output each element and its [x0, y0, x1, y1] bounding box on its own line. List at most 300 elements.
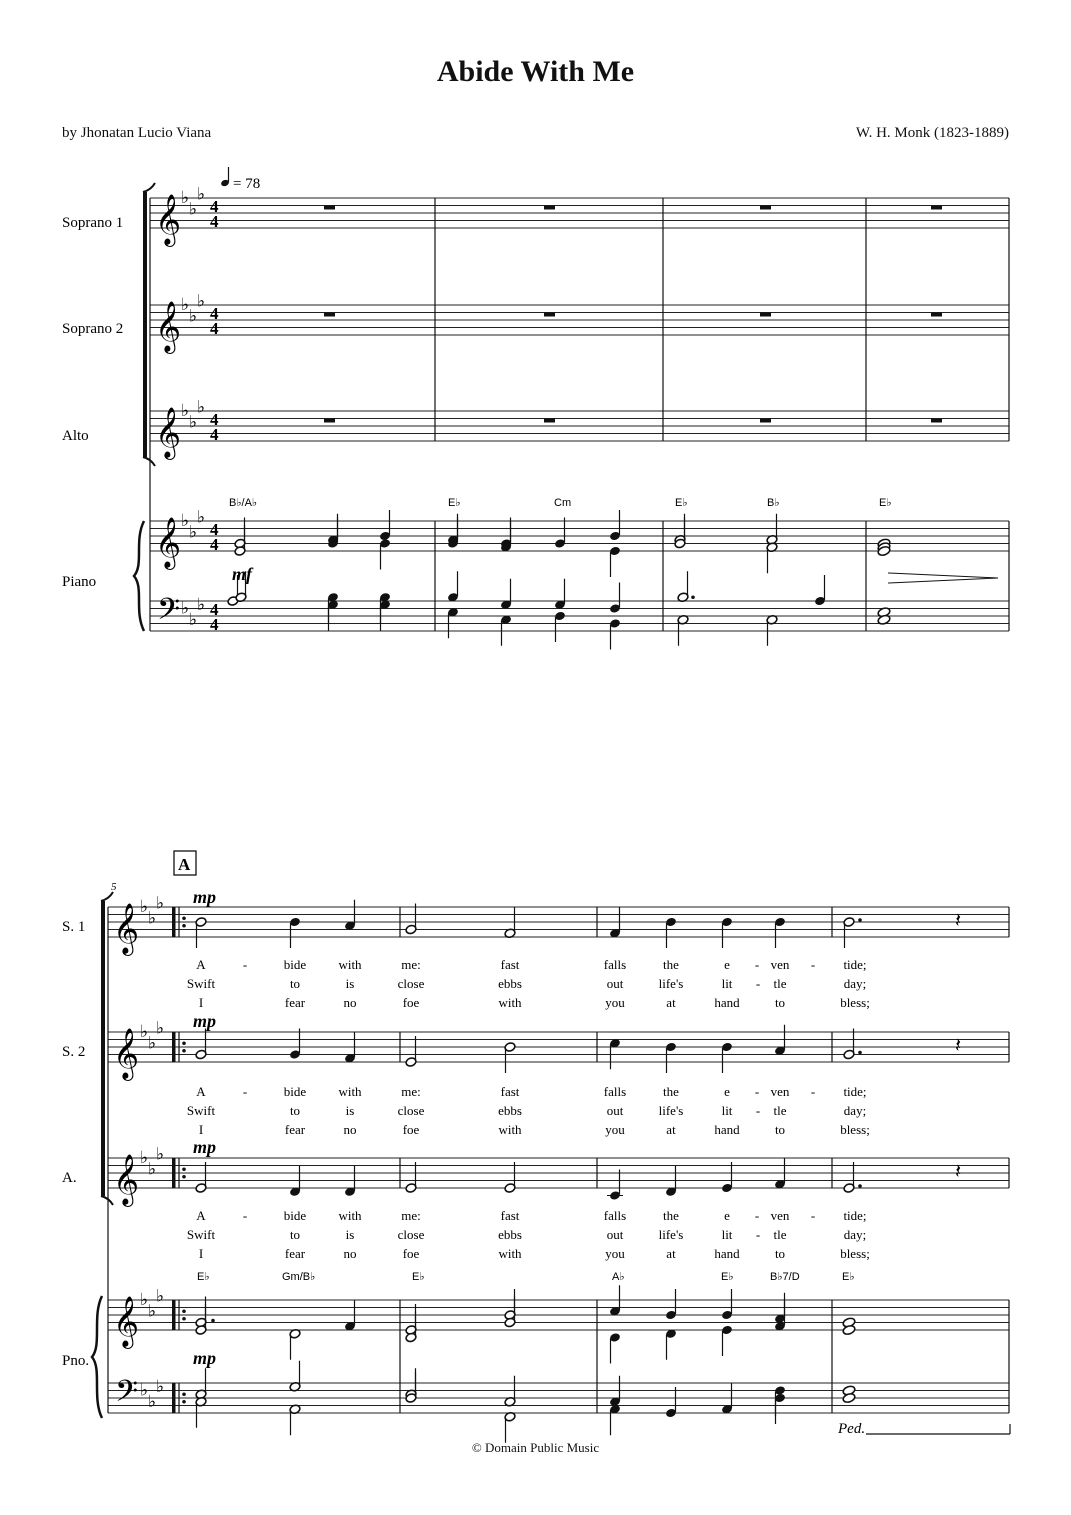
lyric-syllable: ven — [770, 957, 790, 972]
note — [289, 917, 301, 948]
note — [609, 1404, 621, 1435]
lyric-syllable: - — [242, 1208, 248, 1223]
note — [721, 1042, 733, 1073]
note — [843, 1029, 855, 1060]
svg-text:𝄢: 𝄢 — [115, 1375, 139, 1415]
svg-text:♭: ♭ — [181, 188, 190, 207]
lyric-syllable: foe — [402, 1246, 420, 1261]
note — [344, 900, 356, 931]
svg-text:𝄢: 𝄢 — [157, 593, 181, 633]
quarter-rest: 𝄽 — [955, 1161, 962, 1183]
note — [774, 917, 786, 948]
lyric-syllable: ebbs — [498, 1103, 522, 1118]
svg-text:♭: ♭ — [189, 522, 198, 542]
svg-text:4: 4 — [210, 410, 219, 429]
lyric-syllable: to — [774, 995, 786, 1010]
note — [609, 907, 621, 938]
piano-brace — [92, 1296, 102, 1418]
svg-text:♭: ♭ — [197, 291, 206, 311]
treble-clef — [155, 518, 181, 570]
dynamic-mp: mp — [193, 1137, 217, 1157]
note — [379, 510, 391, 541]
staff-soprano2 — [150, 305, 1009, 335]
note — [609, 1170, 621, 1201]
dynamic-mp: mp — [193, 1011, 217, 1031]
note — [289, 1361, 301, 1392]
note — [609, 1285, 621, 1316]
note — [344, 1032, 356, 1063]
chord-symbol: B♭ — [767, 497, 780, 509]
note — [554, 579, 566, 610]
lyric-syllable: with — [498, 995, 522, 1010]
lyric-syllable: falls — [603, 1208, 627, 1223]
lyric-syllable: bless; — [840, 1122, 870, 1137]
label-alto: Alto — [62, 428, 89, 444]
lyric-syllable: bide — [283, 1084, 307, 1099]
chord-symbol: E♭ — [412, 1271, 425, 1283]
svg-text:♭: ♭ — [148, 908, 157, 928]
note — [504, 907, 516, 938]
chord-symbol: E♭ — [879, 497, 892, 509]
composer-credit: W. H. Monk (1823-1889) — [855, 125, 1009, 141]
lyric-syllable: - — [242, 1084, 248, 1099]
whole-rest — [324, 313, 335, 317]
treble-clef — [113, 1155, 139, 1207]
svg-text:𝄞: 𝄞 — [113, 904, 140, 953]
repeat-barline — [172, 907, 176, 937]
lyric-syllable: I — [198, 995, 204, 1010]
lyric-syllable: no — [343, 1122, 357, 1137]
rehearsal-mark: A — [178, 855, 191, 874]
chord-symbol: A♭ — [612, 1271, 625, 1283]
note — [774, 1158, 786, 1189]
note — [665, 1387, 677, 1418]
lyric-syllable: Swift — [186, 1103, 216, 1118]
measure-number: 5 — [111, 881, 117, 893]
note — [843, 917, 855, 948]
label-piano: Piano — [62, 574, 97, 590]
chord-symbol: E♭ — [675, 497, 688, 509]
lyric-syllable: no — [343, 1246, 357, 1261]
lyric-syllable: foe — [402, 1122, 420, 1137]
lyric-syllable: fear — [284, 1122, 306, 1137]
dot — [691, 595, 695, 599]
bass-clef — [115, 1375, 138, 1415]
lyric-syllable: ven — [770, 1084, 790, 1099]
note — [447, 571, 459, 602]
copyright-footer: © Domain Public Music — [471, 1440, 600, 1455]
svg-text:4: 4 — [210, 304, 219, 323]
lyric-syllable: tle — [773, 1103, 787, 1118]
lyric-syllable: out — [606, 976, 624, 991]
lyric-syllable: A — [196, 957, 206, 972]
quarter-rest: 𝄽 — [955, 910, 962, 932]
staff-pno-treble — [108, 1300, 1009, 1330]
lyric-syllable: to — [774, 1246, 786, 1261]
lyric-syllable: to — [774, 1122, 786, 1137]
note — [665, 1289, 677, 1320]
whole-rest — [931, 313, 942, 317]
whole-rest — [544, 206, 555, 210]
staff-s2 — [108, 1032, 1009, 1062]
whole-rest — [544, 313, 555, 317]
svg-text:♭: ♭ — [148, 1391, 157, 1411]
whole-rest — [760, 206, 771, 210]
svg-text:𝄞: 𝄞 — [155, 518, 182, 567]
lyric-syllable: bide — [283, 1208, 307, 1223]
lyric-syllable: ebbs — [498, 1227, 522, 1242]
lyric-syllable: day; — [843, 1103, 867, 1118]
staff-soprano1 — [150, 198, 1009, 228]
svg-text:♭: ♭ — [148, 1033, 157, 1053]
note — [379, 599, 391, 630]
note — [766, 614, 778, 645]
note — [609, 1038, 621, 1069]
svg-text:𝄞: 𝄞 — [155, 408, 182, 457]
lyric-syllable: Swift — [186, 976, 216, 991]
note — [504, 1376, 516, 1407]
svg-text:♭: ♭ — [148, 1301, 157, 1321]
repeat-barline — [172, 1158, 176, 1188]
lyric-syllable: ven — [770, 1208, 790, 1223]
note — [327, 599, 339, 630]
label-soprano2: Soprano 2 — [62, 321, 124, 337]
lyric-syllable: out — [606, 1227, 624, 1242]
lyric-syllable: you — [605, 1122, 625, 1137]
svg-text:4: 4 — [210, 600, 219, 619]
decrescendo-hairpin — [888, 573, 998, 583]
svg-text:♭: ♭ — [181, 511, 190, 530]
lyric-syllable: - — [242, 957, 248, 972]
lyric-syllable: with — [338, 1208, 362, 1223]
note — [195, 1162, 207, 1193]
lyric-syllable: - — [754, 1208, 760, 1223]
lyric-syllable: at — [666, 1122, 676, 1137]
time-signature — [210, 520, 219, 554]
svg-text:𝄞: 𝄞 — [113, 1297, 140, 1346]
lyric-syllable: I — [198, 1246, 204, 1261]
lyric-syllable: A — [196, 1208, 206, 1223]
staff-pno-bass — [108, 1380, 1009, 1413]
svg-text:4: 4 — [210, 615, 219, 634]
staff-alto — [150, 411, 1009, 441]
svg-text:♭: ♭ — [140, 1148, 149, 1167]
lyric-syllable: lit — [721, 976, 733, 991]
svg-text:♭: ♭ — [148, 1159, 157, 1179]
note — [721, 1325, 733, 1356]
lyric-syllable: the — [663, 957, 679, 972]
lyric-syllable: bless; — [840, 1246, 870, 1261]
treble-clef — [155, 302, 181, 354]
lyric-syllable: me: — [401, 1084, 421, 1099]
choir-bracket — [143, 192, 147, 457]
chord-symbol: E♭ — [448, 497, 461, 509]
lyric-syllable: fast — [500, 1208, 520, 1223]
note — [814, 575, 826, 606]
repeat-barline — [172, 1383, 176, 1413]
chord-symbol: E♭ — [197, 1271, 210, 1283]
svg-text:♭: ♭ — [197, 397, 206, 417]
label-a: A. — [62, 1170, 77, 1186]
note — [665, 917, 677, 948]
svg-text:4: 4 — [210, 535, 219, 554]
svg-text:♭: ♭ — [197, 594, 206, 614]
svg-text:4: 4 — [210, 212, 219, 231]
lyric-syllable: tle — [773, 976, 787, 991]
note — [766, 542, 778, 573]
svg-text:𝄞: 𝄞 — [113, 1155, 140, 1204]
whole-rest — [931, 419, 942, 423]
lyric-syllable: fear — [284, 1246, 306, 1261]
quarter-rest: 𝄽 — [955, 1035, 962, 1057]
note — [344, 1166, 356, 1197]
note — [721, 1383, 733, 1414]
lyric-syllable: day; — [843, 976, 867, 991]
lyric-syllable: life's — [658, 1103, 684, 1118]
note — [665, 1328, 677, 1359]
note — [677, 614, 689, 645]
lyric-syllable: - — [755, 976, 761, 991]
note — [774, 1025, 786, 1056]
whole-rest — [760, 313, 771, 317]
lyric-syllable: the — [663, 1084, 679, 1099]
lyric-syllable: tide; — [843, 957, 867, 972]
note — [327, 518, 339, 549]
label-soprano1: Soprano 1 — [62, 215, 124, 231]
lyric-syllable: day; — [843, 1227, 867, 1242]
note — [554, 611, 566, 642]
arranger-credit: by Jhonatan Lucio Viana — [62, 125, 212, 141]
note — [674, 518, 686, 549]
note — [721, 1289, 733, 1320]
note — [195, 1029, 207, 1060]
lyric-syllable: out — [606, 1103, 624, 1118]
svg-text:4: 4 — [210, 197, 219, 216]
lyric-syllable: tle — [773, 1227, 787, 1242]
svg-text:♭: ♭ — [189, 412, 198, 432]
lyric-syllable: hand — [714, 995, 740, 1010]
svg-text:♭: ♭ — [140, 1380, 149, 1400]
note — [195, 1396, 207, 1427]
note — [721, 1162, 733, 1193]
page-title: Abide With Me — [436, 55, 635, 88]
treble-clef — [113, 1029, 139, 1081]
note — [609, 1376, 621, 1407]
svg-text:♭: ♭ — [189, 306, 198, 326]
time-signature — [210, 197, 219, 231]
svg-text:4: 4 — [210, 520, 219, 539]
lyric-syllable: foe — [402, 995, 420, 1010]
note — [766, 514, 778, 545]
note — [609, 1332, 621, 1363]
lyric-syllable: is — [345, 1103, 355, 1118]
note — [344, 1300, 356, 1331]
lyric-syllable: close — [397, 1103, 425, 1118]
chord-symbol: E♭ — [842, 1271, 855, 1283]
whole-rest — [324, 206, 335, 210]
svg-text:♭: ♭ — [156, 1376, 165, 1396]
svg-text:♭: ♭ — [156, 1144, 165, 1164]
note — [289, 1166, 301, 1197]
label-pno: Pno. — [62, 1353, 90, 1369]
lyric-syllable: is — [345, 976, 355, 991]
chord-symbol: B♭/A♭ — [229, 497, 258, 509]
dot — [858, 1051, 862, 1055]
lyric-syllable: me: — [401, 1208, 421, 1223]
label-s1: S. 1 — [62, 919, 86, 935]
svg-text:♭: ♭ — [181, 295, 190, 314]
bass-clef — [157, 593, 180, 633]
note — [289, 1328, 301, 1359]
note — [843, 1162, 855, 1193]
note — [609, 510, 621, 541]
lyric-syllable: life's — [658, 1227, 684, 1242]
note — [405, 1036, 417, 1067]
lyric-syllable: fear — [284, 995, 306, 1010]
lyric-syllable: to — [289, 1227, 301, 1242]
note — [289, 1404, 301, 1435]
lyric-syllable: falls — [603, 957, 627, 972]
lyric-syllable: the — [663, 1208, 679, 1223]
note — [379, 538, 391, 569]
lyric-syllable: I — [198, 1122, 204, 1137]
lyric-syllable: close — [397, 1227, 425, 1242]
svg-text:4: 4 — [210, 425, 219, 444]
note — [447, 607, 459, 638]
svg-text:𝄞: 𝄞 — [113, 1029, 140, 1078]
note — [500, 579, 512, 610]
choir-bracket — [101, 901, 105, 1196]
svg-text:♭: ♭ — [189, 609, 198, 629]
treble-clef — [155, 195, 181, 247]
lyric-syllable: you — [605, 995, 625, 1010]
lyric-syllable: A — [196, 1084, 206, 1099]
tempo-text: = 78 — [233, 176, 261, 192]
repeat-barline — [172, 1300, 176, 1330]
time-signature — [210, 600, 219, 634]
lyric-syllable: to — [289, 976, 301, 991]
lyric-syllable: with — [338, 957, 362, 972]
lyric-syllable: - — [754, 957, 760, 972]
lyric-syllable: lit — [721, 1103, 733, 1118]
lyric-syllable: e — [724, 1208, 730, 1223]
lyric-syllable: falls — [603, 1084, 627, 1099]
dynamic-mp: mp — [193, 887, 217, 907]
treble-clef — [113, 1297, 139, 1349]
note — [500, 521, 512, 552]
dot — [858, 1184, 862, 1188]
pedal-marking: Ped. — [838, 1421, 866, 1437]
lyric-syllable: - — [810, 957, 816, 972]
lyric-syllable: - — [810, 1208, 816, 1223]
lyric-syllable: fast — [500, 957, 520, 972]
svg-text:♭: ♭ — [189, 199, 198, 219]
lyric-syllable: at — [666, 1246, 676, 1261]
note — [554, 518, 566, 549]
lyric-syllable: me: — [401, 957, 421, 972]
lyric-syllable: with — [498, 1246, 522, 1261]
note — [289, 1029, 301, 1060]
note — [504, 1042, 516, 1073]
note — [195, 917, 207, 948]
lyric-syllable: is — [345, 1227, 355, 1242]
lyric-syllable: bide — [283, 957, 307, 972]
lyric-syllable: at — [666, 995, 676, 1010]
lyric-syllable: with — [498, 1122, 522, 1137]
svg-text:♭: ♭ — [140, 1290, 149, 1309]
lyric-syllable: you — [605, 1246, 625, 1261]
svg-text:4: 4 — [210, 319, 219, 338]
note — [609, 546, 621, 577]
svg-text:♭: ♭ — [197, 507, 206, 527]
whole-rest — [544, 419, 555, 423]
note — [774, 1393, 786, 1424]
svg-text:♭: ♭ — [156, 1286, 165, 1306]
lyric-syllable: e — [724, 957, 730, 972]
dynamic-mp: mp — [193, 1348, 217, 1368]
lyric-syllable: close — [397, 976, 425, 991]
lyric-syllable: - — [810, 1084, 816, 1099]
note — [665, 1042, 677, 1073]
lyric-syllable: bless; — [840, 995, 870, 1010]
note — [500, 614, 512, 645]
svg-text:♭: ♭ — [140, 1022, 149, 1041]
note — [405, 904, 417, 935]
lyric-syllable: - — [754, 1084, 760, 1099]
time-signature — [210, 304, 219, 338]
lyric-syllable: tide; — [843, 1084, 867, 1099]
svg-text:♭: ♭ — [181, 598, 190, 618]
repeat-barline — [172, 1032, 176, 1062]
lyric-syllable: Swift — [186, 1227, 216, 1242]
staff-s1 — [108, 907, 1009, 937]
dynamic-mf: mf — [232, 564, 252, 584]
lyric-syllable: lit — [721, 1227, 733, 1242]
whole-rest — [760, 419, 771, 423]
dot — [211, 1319, 215, 1323]
svg-text:♭: ♭ — [140, 897, 149, 916]
label-s2: S. 2 — [62, 1044, 86, 1060]
chord-symbol: B♭7/D — [770, 1271, 800, 1283]
note — [405, 1372, 417, 1403]
lyric-syllable: e — [724, 1084, 730, 1099]
chord-symbol: E♭ — [721, 1271, 734, 1283]
dot — [858, 918, 862, 922]
svg-text:𝄞: 𝄞 — [155, 302, 182, 351]
staff-a — [108, 1158, 1009, 1188]
lyric-syllable: ebbs — [498, 976, 522, 991]
whole-rest — [931, 206, 942, 210]
svg-text:♭: ♭ — [156, 893, 165, 913]
time-signature — [210, 410, 219, 444]
treble-clef — [155, 408, 181, 460]
lyric-syllable: fast — [500, 1084, 520, 1099]
chord-symbol: Gm/B♭ — [282, 1271, 316, 1283]
lyric-syllable: - — [755, 1103, 761, 1118]
note — [195, 1368, 207, 1399]
treble-clef — [113, 904, 139, 956]
svg-text:♭: ♭ — [197, 184, 206, 204]
svg-text:♭: ♭ — [156, 1018, 165, 1038]
lyric-syllable: tide; — [843, 1208, 867, 1223]
tempo-marking — [220, 167, 260, 192]
piano-brace — [134, 521, 144, 631]
note — [405, 1162, 417, 1193]
lyric-syllable: - — [755, 1227, 761, 1242]
lyric-syllable: hand — [714, 1122, 740, 1137]
note — [721, 917, 733, 948]
lyric-syllable: to — [289, 1103, 301, 1118]
